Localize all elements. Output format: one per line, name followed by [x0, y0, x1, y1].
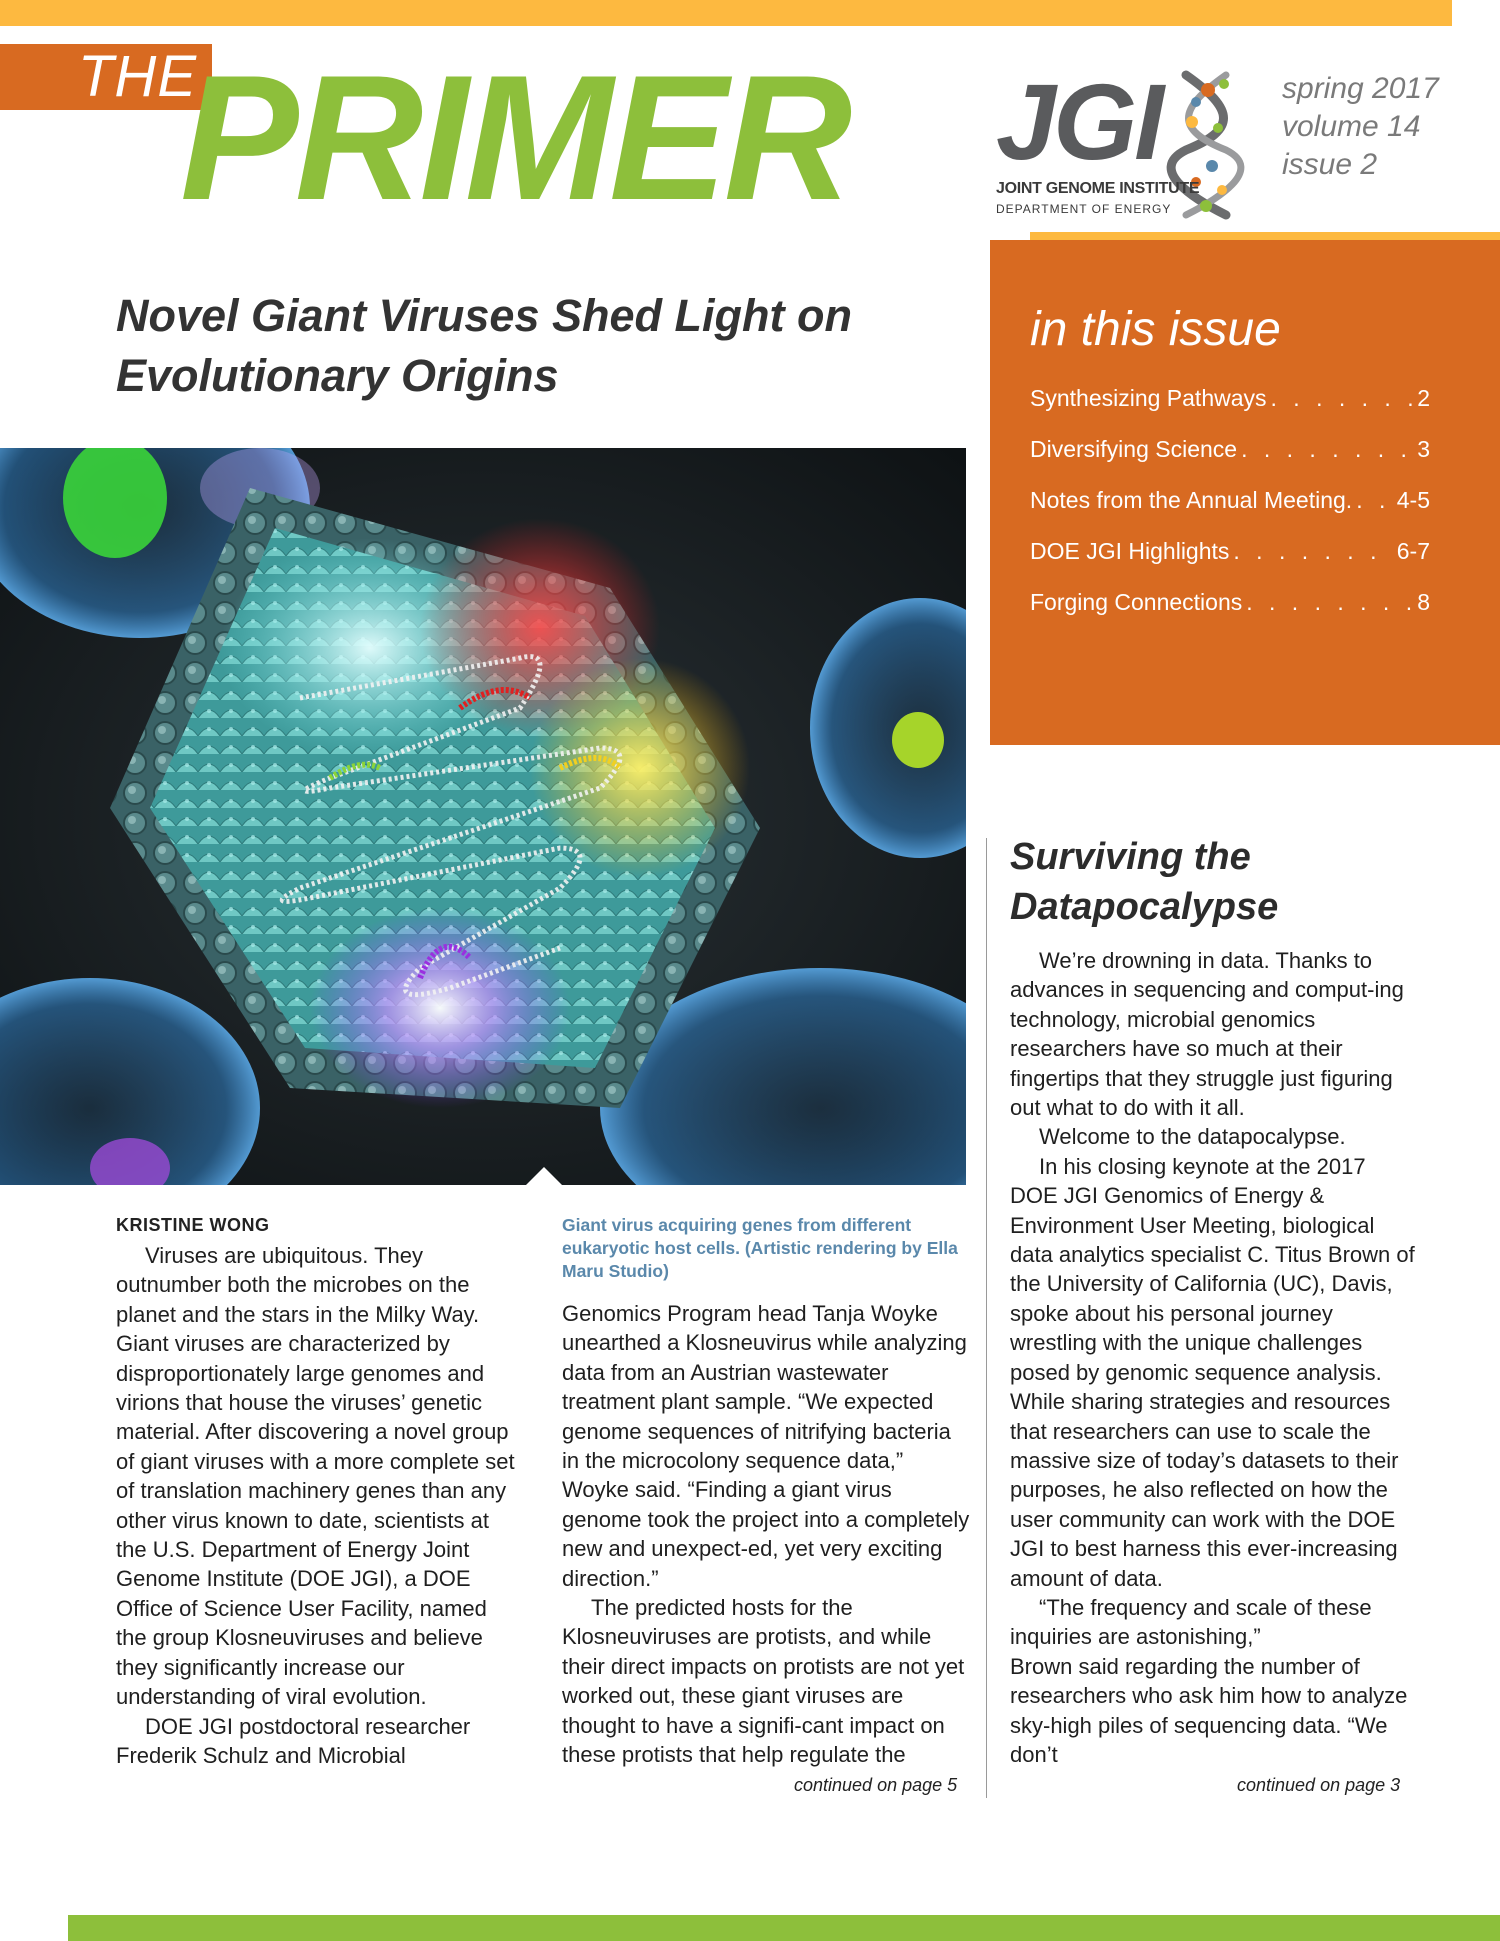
continued-on-page-5[interactable]: continued on page 5	[794, 1775, 958, 1795]
toc-item-page: 6-7	[1396, 538, 1430, 564]
toc-item[interactable]	[1030, 385, 1430, 436]
toc-title: in this issue	[1030, 303, 1281, 356]
byline: KRISTINE WONG	[116, 1215, 270, 1235]
toc-item-page: 3	[1417, 436, 1430, 462]
toc-item-label: Forging Connections	[1030, 589, 1243, 615]
toc-leader-dots	[1241, 436, 1413, 463]
toc-leader-dots	[1246, 589, 1413, 616]
toc-item[interactable]	[1030, 589, 1430, 640]
top-color-bar	[0, 0, 1452, 26]
paragraph: Genomics Program head Tanja Woyke unearthed a Klosneuvirus while analyzing data from an Austrian wastewater treatment plant sample. “We expected genome sequences of nitrifying bacteria in the microcolony sequence data,” Woyke said. “Finding a giant virus genome took the project into a completely new and unexpect-ed, yet very exciting direction.”	[562, 1301, 970, 1591]
toc-item-page: 8	[1417, 589, 1430, 615]
masthead-the: THE	[78, 44, 197, 109]
toc-item[interactable]	[1030, 487, 1430, 538]
toc-item-page: 4-5	[1396, 487, 1430, 513]
jgi-logo	[996, 61, 1276, 226]
paragraph: DOE JGI postdoctoral researcher Frederik Schulz and Microbial	[116, 1713, 471, 1768]
paragraph: Brown said regarding the number of researchers who ask him how to analyze sky-high piles of sequencing data. “We don’t	[1010, 1653, 1408, 1767]
toc-item-label: Diversifying Science	[1030, 436, 1238, 462]
main-article-headline	[116, 286, 896, 406]
paragraph: Viruses are ubiquitous. They outnumber both the microbes on the planet and the stars in the Milky Way. Giant viruses are characterized by disproportionately large genomes and virions that house the viruses’ genetic material. After discovering a novel group of giant viruses with a more complete set of translation machinery genes than any other virus known to date, scientists at the U.S. Department of Energy Joint Genome Institute (DOE JGI), a DOE Office of Science User Facility, named the group Klosneuviruses and believe they significantly increase our understanding of viral evolution.	[116, 1243, 515, 1710]
toc-item-page: 2	[1417, 385, 1430, 411]
toc-item-label: Notes from the Annual Meeting.	[1030, 487, 1353, 513]
jgi-logo-letters: JGI	[996, 61, 1162, 182]
masthead-primer: PRIMER	[180, 38, 849, 237]
paragraph: Welcome to the datapocalypse.	[1039, 1124, 1346, 1150]
jgi-logo-department: DEPARTMENT OF ENERGY	[996, 202, 1172, 216]
continued-on-page-3[interactable]: continued on page 3	[1237, 1775, 1401, 1795]
toc-list	[1030, 385, 1430, 640]
toc-leader-dots	[1233, 538, 1392, 565]
paragraph: We’re drowning in data. Thanks to advances in sequencing and comput-ing technology, microbial genomics researchers have so much at their fingertips that they struggle just figuring out what to do with it all.	[1010, 948, 1404, 1121]
giant-virus-illustration	[0, 448, 966, 1185]
jgi-logo-name: JOINT GENOME INSTITUTE	[996, 180, 1200, 197]
main-article-column-2	[562, 1299, 970, 1770]
side-headline-line1: Surviving the	[1010, 836, 1251, 878]
side-article-headline	[1010, 832, 1430, 932]
main-headline-line1: Novel Giant Viruses Shed Light on	[116, 290, 852, 341]
issue-number: issue 2	[1282, 148, 1378, 181]
toc-item[interactable]	[1030, 538, 1430, 589]
toc-item[interactable]	[1030, 436, 1430, 487]
giant-virus-artwork	[0, 448, 966, 1185]
column-divider	[986, 838, 987, 1798]
toc-leader-dots	[1356, 487, 1393, 514]
toc-item-label: Synthesizing Pathways	[1030, 385, 1267, 411]
paragraph: In his closing keynote at the 2017 DOE JGI Genomics of Energy & Environment User Meeting, biological data analytics specialist C. Titus Brown of the University of California (UC), Davis, spoke about his personal journey wrestling with the unique challenges posed by genomic sequence analysis. While sharing strategies and resources that researchers can use to scale the massive size of today’s datasets to their purposes, he also reflected on how the user community can work with the DOE JGI to best harness this ever-increasing amount of data.	[1010, 1153, 1415, 1591]
main-headline-line2: Evolutionary Origins	[116, 350, 559, 401]
toc-item-label: DOE JGI Highlights	[1030, 538, 1230, 564]
issue-season: spring 2017	[1282, 72, 1439, 105]
main-article-column-1	[116, 1241, 518, 1770]
side-headline-line2: Datapocalypse	[1010, 886, 1279, 928]
toc-leader-dots	[1271, 385, 1414, 412]
side-article-body	[1010, 946, 1418, 1769]
image-caption: Giant virus acquiring genes from different eukaryotic host cells. (Artistic rendering by Ella Maru Studio)	[562, 1215, 958, 1281]
bottom-color-bar	[68, 1915, 1500, 1941]
paragraph: The predicted hosts for the Klosneuviruses are protists, and while their direct impacts on protists are not yet worked out, these giant viruses are thought to have a signifi-cant impact on these protists that help regulate the	[562, 1595, 965, 1768]
caption-pointer	[526, 1167, 562, 1185]
in-this-issue-panel	[990, 240, 1500, 745]
issue-volume: volume 14	[1282, 110, 1421, 143]
paragraph: “The frequency and scale of these inquiries are astonishing,”	[1010, 1594, 1372, 1650]
issue-info	[1282, 70, 1462, 184]
